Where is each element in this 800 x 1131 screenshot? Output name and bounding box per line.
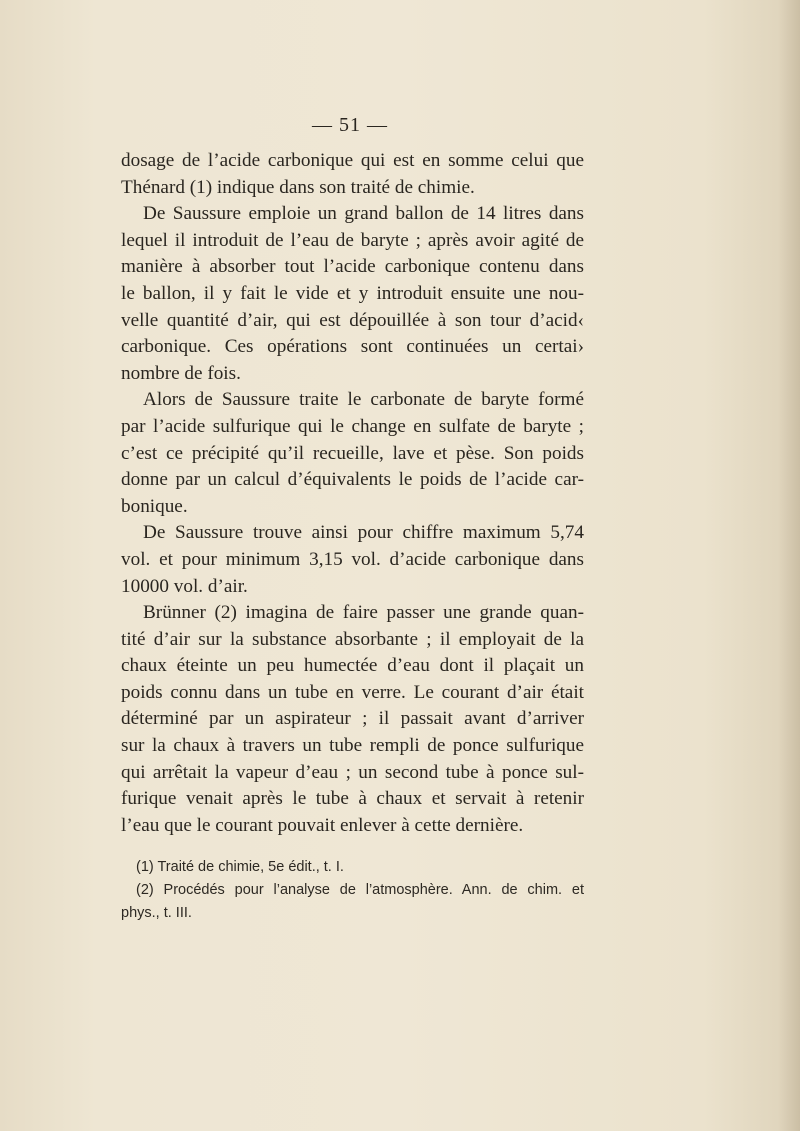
paragraph <box>121 148 584 201</box>
text-line: l’eau que le courant pouvait enlever à cette dernière. <box>121 814 524 836</box>
text-line: 10000 vol. d’air. <box>121 575 248 597</box>
body-text <box>121 148 584 839</box>
text-line: nombre de fois. <box>121 362 241 384</box>
text-line: manière à absorber tout l’acide carbonique contenu dans <box>121 256 584 278</box>
text-line: furique venait après le tube à chaux et servait à retenir <box>121 788 584 810</box>
text-line: poids connu dans un tube en verre. Le courant d’air était <box>121 681 584 703</box>
page-number: — 51 — <box>312 114 388 136</box>
text-line: De Saussure trouve ainsi pour chiffre maximum 5,74 <box>143 522 584 544</box>
text-line: c’est ce précipité qu’il recueille, lave et pèse. Son poids <box>121 442 584 464</box>
text-line: sur la chaux à travers un tube rempli de ponce sulfurique <box>121 735 584 757</box>
text-line: carbonique. Ces opérations sont continuées un certai› <box>121 336 584 358</box>
paragraph <box>121 520 584 600</box>
paragraph <box>121 201 584 387</box>
footnote-line: (2) Procédés pour l’analyse de l’atmosphère. Ann. de chim. et <box>136 882 584 898</box>
text-line: lequel il introduit de l’eau de baryte ; après avoir agité de <box>121 229 584 251</box>
footnote <box>121 879 584 925</box>
footnote-line: phys., t. III. <box>121 905 192 921</box>
text-line: dosage de l’acide carbonique qui est en somme celui que <box>121 150 584 171</box>
text-line: déterminé par un aspirateur ; il passait avant d’arriver <box>121 708 584 730</box>
footnote <box>136 856 584 879</box>
text-line: chaux éteinte un peu humectée d’eau dont il plaçait un <box>121 655 584 677</box>
text-line: Alors de Saussure traite le carbonate de baryte formé <box>143 389 584 411</box>
footnote-line: (1) Traité de chimie, 5e édit., t. I. <box>136 859 344 875</box>
text-line: velle quantité d’air, qui est dépouillée à son tour d’acid‹ <box>121 309 584 331</box>
paragraph <box>121 387 584 520</box>
paragraph <box>121 600 584 839</box>
footnotes <box>121 856 584 925</box>
text-line: donne par un calcul d’équivalents le poids de l’acide car- <box>121 469 584 491</box>
text-line: qui arrêtait la vapeur d’eau ; un second tube à ponce sul- <box>121 761 584 783</box>
text-line: Thénard (1) indique dans son traité de chimie. <box>121 176 475 198</box>
text-line: vol. et pour minimum 3,15 vol. d’acide carbonique dans <box>121 548 584 570</box>
text-line: bonique. <box>121 495 188 517</box>
text-line: par l’acide sulfurique qui le change en sulfate de baryte ; <box>121 415 584 437</box>
page-edge-shadow <box>778 0 800 1131</box>
text-line: tité d’air sur la substance absorbante ; il employait de la <box>121 628 584 650</box>
text-line: Brünner (2) imagina de faire passer une grande quan- <box>143 602 584 624</box>
text-line: le ballon, il y fait le vide et y introduit ensuite une nou- <box>121 282 584 304</box>
text-line: De Saussure emploie un grand ballon de 14 litres dans <box>143 203 584 225</box>
